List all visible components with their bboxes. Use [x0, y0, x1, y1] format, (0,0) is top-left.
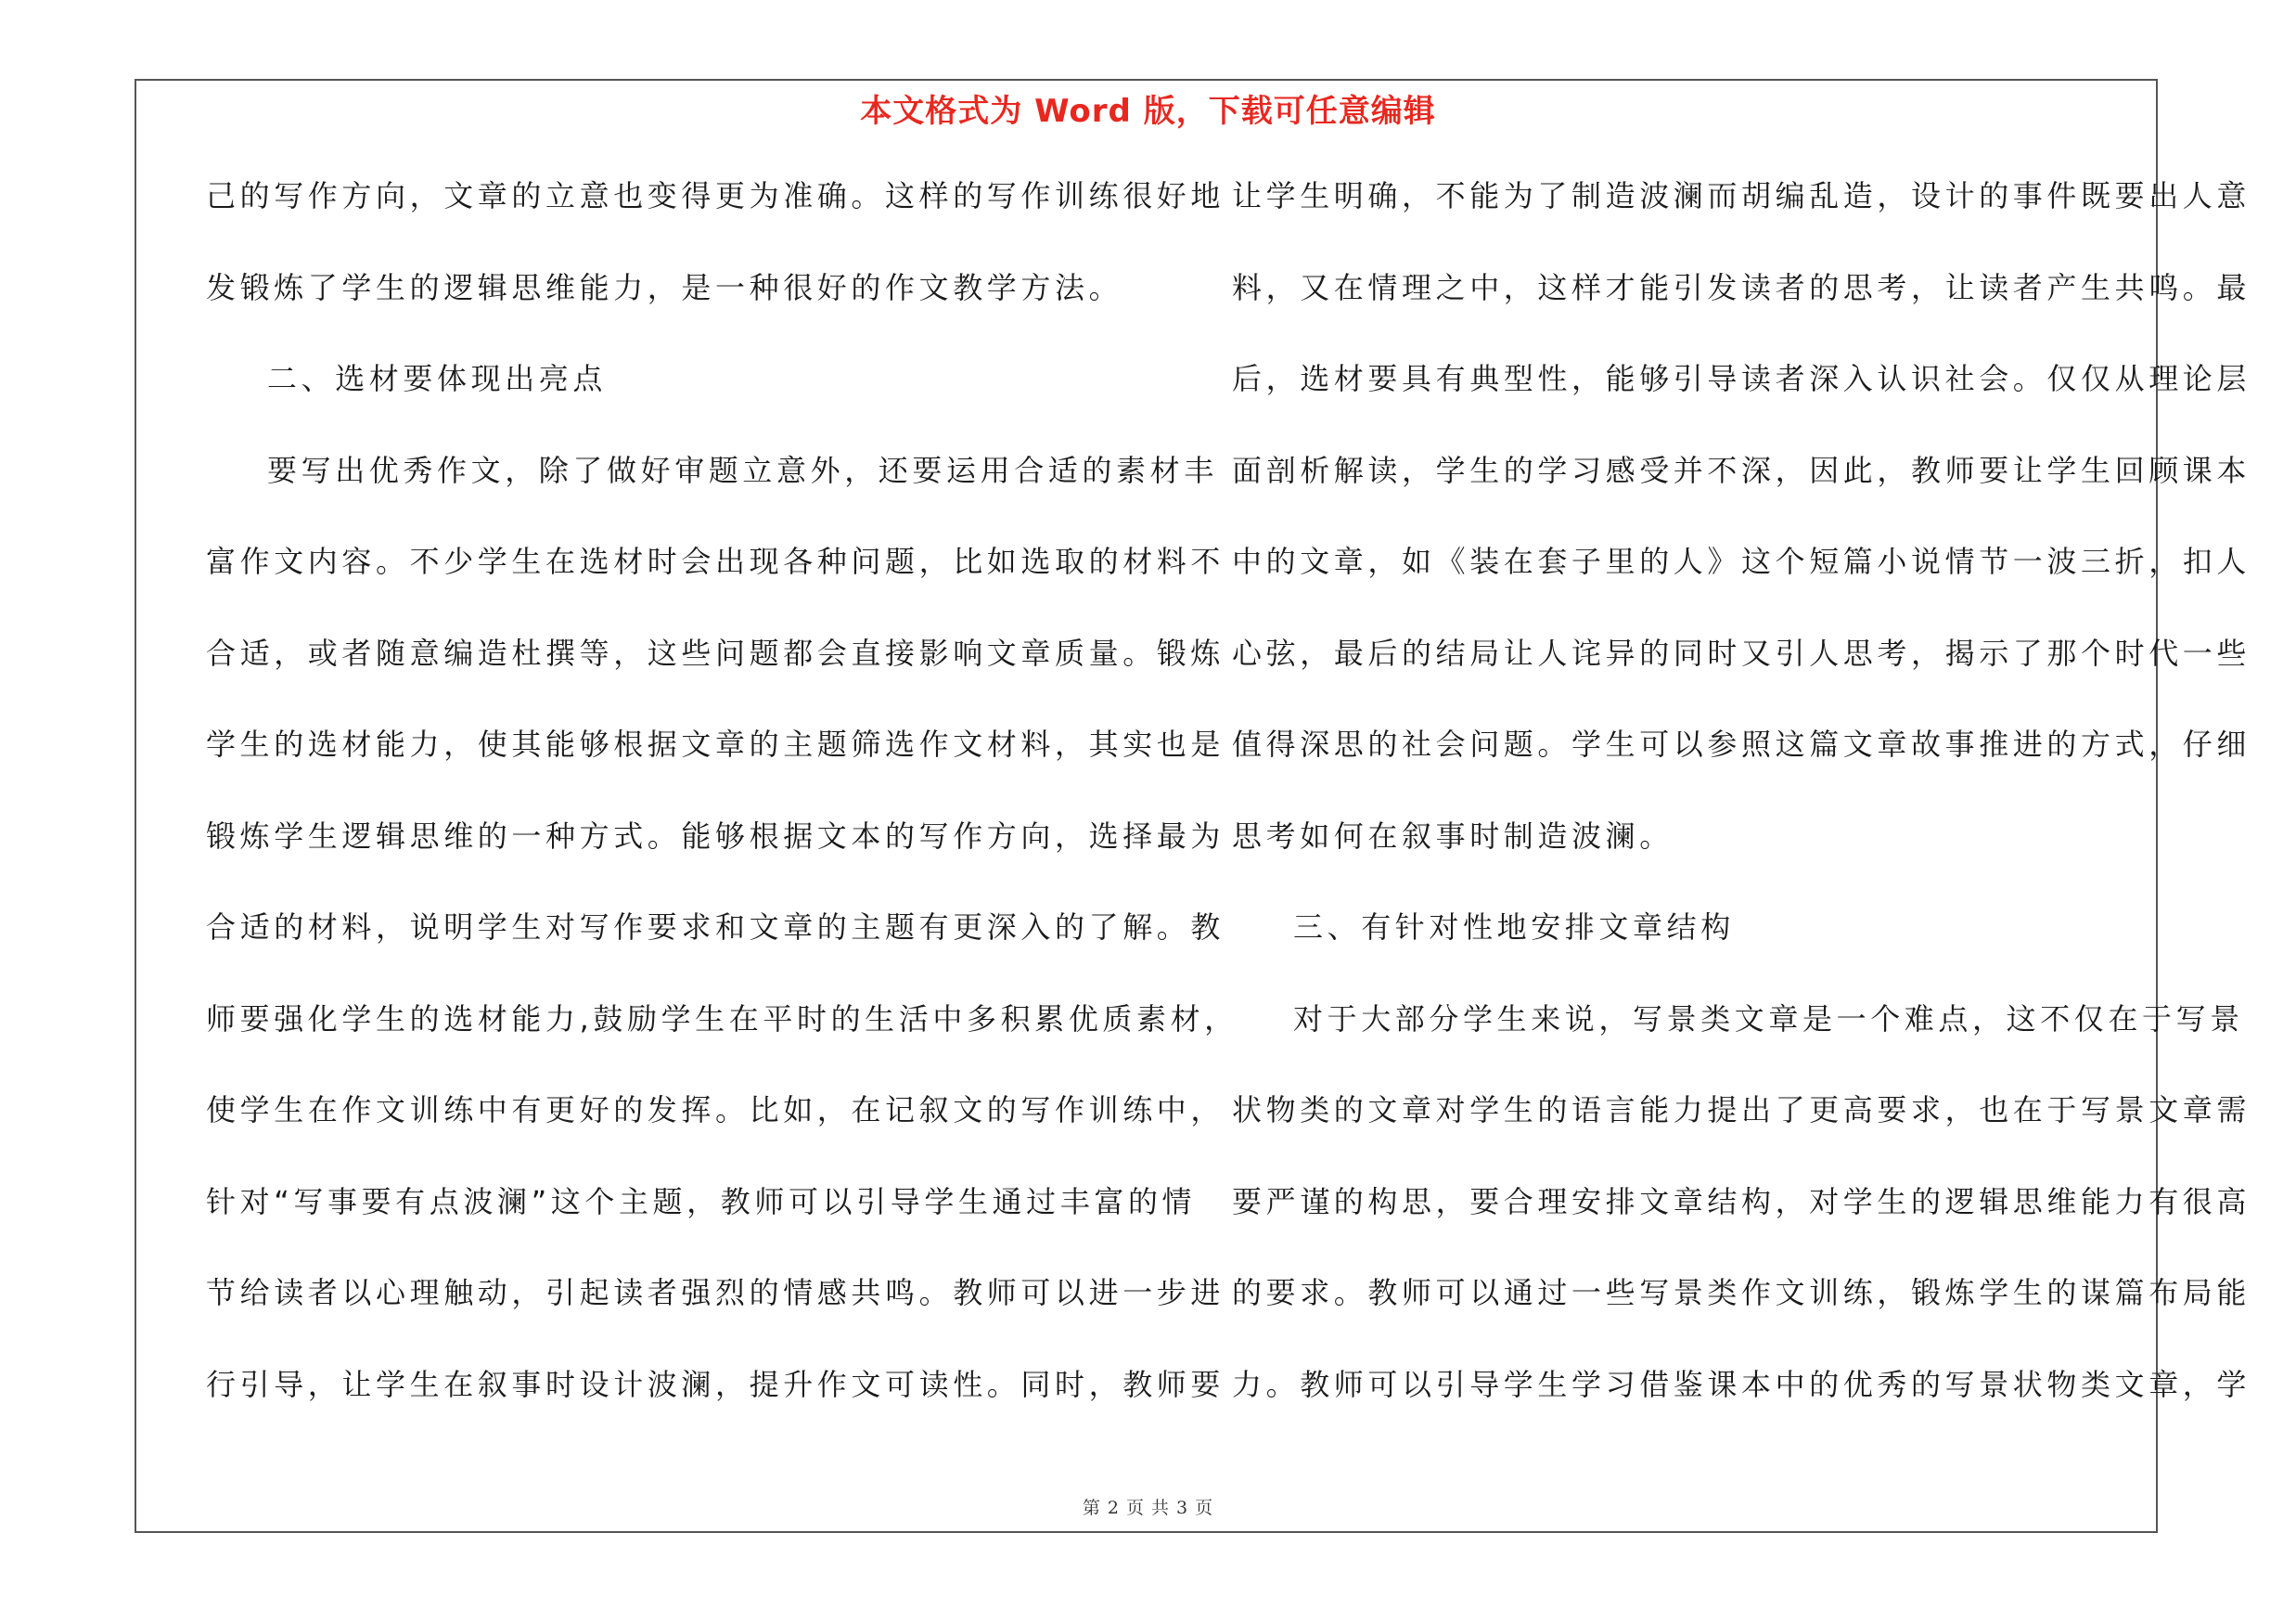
text-line: 的要求。教师可以通过一些写景类作文训练，锻炼学生的谋篇布局能: [1232, 1275, 2251, 1310]
text-line: 针对“写事要有点波澜”这个主题，教师可以引导学生通过丰富的情: [206, 1183, 1197, 1219]
section-heading: 三、有针对性地安排文章结构: [1293, 909, 1735, 945]
word-format-banner: 本文格式为 Word 版，下载可任意编辑: [860, 93, 1436, 130]
text-line: 富作文内容。不少学生在选材时会出现各种问题，比如选取的材料不: [206, 544, 1225, 579]
right-column: [1232, 178, 2251, 1458]
text-line: 师要强化学生的选材能力,鼓励学生在平时的生活中多积累优质素材，: [206, 1000, 1238, 1037]
left-column: [206, 178, 1238, 1458]
text-line: 对于大部分学生来说，写景类文章是一个难点，这不仅在于写景: [1293, 1000, 2244, 1037]
text-line: 状物类的文章对学生的语言能力提出了更高要求，也在于写景文章需: [1232, 1092, 2251, 1127]
text-line: 发锻炼了学生的逻辑思维能力，是一种很好的作文教学方法。: [206, 269, 1123, 305]
text-line: 合适的材料，说明学生对写作要求和文章的主题有更深入的了解。教: [206, 909, 1225, 945]
text-line: 力。教师可以引导学生学习借鉴课本中的优秀的写景状物类文章，学: [1232, 1366, 2251, 1402]
text-line: 思考如何在叙事时制造波澜。: [1232, 818, 1674, 854]
text-line: 使学生在作文训练中有更好的发挥。比如，在记叙文的写作训练中，: [206, 1092, 1225, 1127]
page-number: 第 2 页 共 3 页: [1082, 1498, 1214, 1518]
text-line: 让学生明确，不能为了制造波澜而胡编乱造，设计的事件既要出人意: [1232, 178, 2251, 213]
text-line: 己的写作方向，文章的立意也变得更为准确。这样的写作训练很好地: [206, 178, 1225, 213]
text-line: 要写出优秀作文，除了做好审题立意外，还要运用合适的素材丰: [267, 452, 1218, 488]
text-line: 值得深思的社会问题。学生可以参照这篇文章故事推进的方式，仔细: [1232, 727, 2251, 762]
text-line: 锻炼学生逻辑思维的一种方式。能够根据文本的写作方向，选择最为: [206, 818, 1225, 854]
text-line: 面剖析解读，学生的学习感受并不深，因此，教师要让学生回顾课本: [1232, 452, 2251, 488]
section-heading: 二、选材要体现出亮点: [267, 361, 608, 396]
text-line: 节给读者以心理触动，引起读者强烈的情感共鸣。教师可以进一步进: [206, 1275, 1225, 1310]
text-line: 后，选材要具有典型性，能够引导读者深入认识社会。仅仅从理论层: [1232, 361, 2251, 396]
text-line: 中的文章，如《装在套子里的人》这个短篇小说情节一波三折，扣人: [1232, 544, 2251, 579]
text-line: 行引导，让学生在叙事时设计波澜，提升作文可读性。同时，教师要: [206, 1366, 1225, 1402]
text-line: 要严谨的构思，要合理安排文章结构，对学生的逻辑思维能力有很高: [1232, 1183, 2251, 1219]
text-line: 合适，或者随意编造杜撰等，这些问题都会直接影响文章质量。锻炼: [206, 635, 1225, 671]
text-line: 料，又在情理之中，这样才能引发读者的思考，让读者产生共鸣。最: [1232, 269, 2251, 305]
text-line: 学生的选材能力，使其能够根据文章的主题筛选作文材料，其实也是: [206, 727, 1225, 762]
text-line: 心弦，最后的结局让人诧异的同时又引人思考，揭示了那个时代一些: [1232, 635, 2251, 671]
